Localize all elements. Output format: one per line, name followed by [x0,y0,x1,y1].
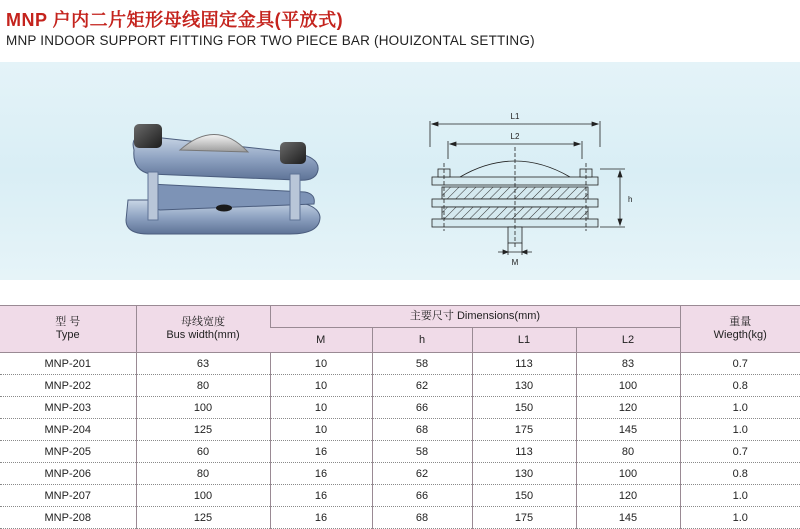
cell-h: 58 [372,441,472,463]
cell-type: MNP-207 [0,485,136,507]
cell-l1: 130 [472,375,576,397]
label-m: M [512,258,519,267]
cell-m: 16 [270,485,372,507]
cell-weight: 0.7 [680,441,800,463]
cell-type: MNP-202 [0,375,136,397]
table-row [0,507,800,529]
label-h: h [628,195,632,204]
cell-type: MNP-205 [0,441,136,463]
cell-weight: 0.7 [680,353,800,375]
cell-type: MNP-201 [0,353,136,375]
cell-l2: 145 [576,507,680,529]
cell-m: 10 [270,353,372,375]
cell-type: MNP-203 [0,397,136,419]
header-weight-cn: 重量 [681,316,800,329]
header-bus-cn: 母线宽度 [137,316,270,329]
table-row [0,375,800,397]
cell-l2: 80 [576,441,680,463]
page-title-cn: MNP 户内二片矩形母线固定金具(平放式) [6,6,343,32]
cell-l2: 120 [576,397,680,419]
header-dimensions: 主要尺寸 Dimensions(mm) [270,306,680,328]
header-bus-en: Bus width(mm) [137,329,270,342]
table-row [0,463,800,485]
table-row [0,419,800,441]
header-bus-width [136,306,270,353]
cell-weight: 0.8 [680,463,800,485]
product-photo [120,122,335,242]
cell-type: MNP-208 [0,507,136,529]
cell-l1: 130 [472,463,576,485]
cell-l1: 113 [472,441,576,463]
cell-l1: 150 [472,485,576,507]
cell-type: MNP-206 [0,463,136,485]
dimension-drawing [420,107,640,267]
cell-weight: 1.0 [680,507,800,529]
cell-weight: 1.0 [680,397,800,419]
cell-h: 58 [372,353,472,375]
label-l1: L1 [511,112,520,121]
cell-weight: 1.0 [680,419,800,441]
cell-l2: 100 [576,375,680,397]
cell-bus: 125 [136,419,270,441]
cell-h: 66 [372,485,472,507]
header-m: M [270,328,372,353]
cell-h: 68 [372,507,472,529]
label-l2: L2 [511,132,520,141]
cell-m: 10 [270,419,372,441]
header-type-en: Type [0,329,136,342]
cell-h: 68 [372,419,472,441]
header-weight [680,306,800,353]
cell-h: 62 [372,463,472,485]
cell-h: 62 [372,375,472,397]
cell-l2: 100 [576,463,680,485]
cell-bus: 60 [136,441,270,463]
cell-m: 10 [270,397,372,419]
cell-bus: 125 [136,507,270,529]
cell-m: 16 [270,463,372,485]
cell-weight: 0.8 [680,375,800,397]
cell-bus: 80 [136,375,270,397]
figure-panel [0,62,800,280]
cell-l1: 113 [472,353,576,375]
cell-l1: 175 [472,507,576,529]
cell-l1: 175 [472,419,576,441]
header-h: h [372,328,472,353]
header-weight-en: Wiegth(kg) [681,329,800,342]
cell-type: MNP-204 [0,419,136,441]
table-row [0,397,800,419]
table-row [0,353,800,375]
cell-weight: 1.0 [680,485,800,507]
cell-l2: 83 [576,353,680,375]
cell-m: 16 [270,441,372,463]
header-type-cn: 型 号 [0,316,136,329]
table-row [0,441,800,463]
cell-m: 10 [270,375,372,397]
header-l2: L2 [576,328,680,353]
cell-bus: 100 [136,485,270,507]
spec-table [0,305,800,529]
cell-bus: 80 [136,463,270,485]
page-title-en: MNP INDOOR SUPPORT FITTING FOR TWO PIECE BAR (HOUIZONTAL SETTING) [6,33,535,48]
cell-l2: 120 [576,485,680,507]
header-l1: L1 [472,328,576,353]
cell-l2: 145 [576,419,680,441]
cell-m: 16 [270,507,372,529]
header-type [0,306,136,353]
cell-bus: 100 [136,397,270,419]
cell-l1: 150 [472,397,576,419]
cell-h: 66 [372,397,472,419]
cell-bus: 63 [136,353,270,375]
table-row [0,485,800,507]
